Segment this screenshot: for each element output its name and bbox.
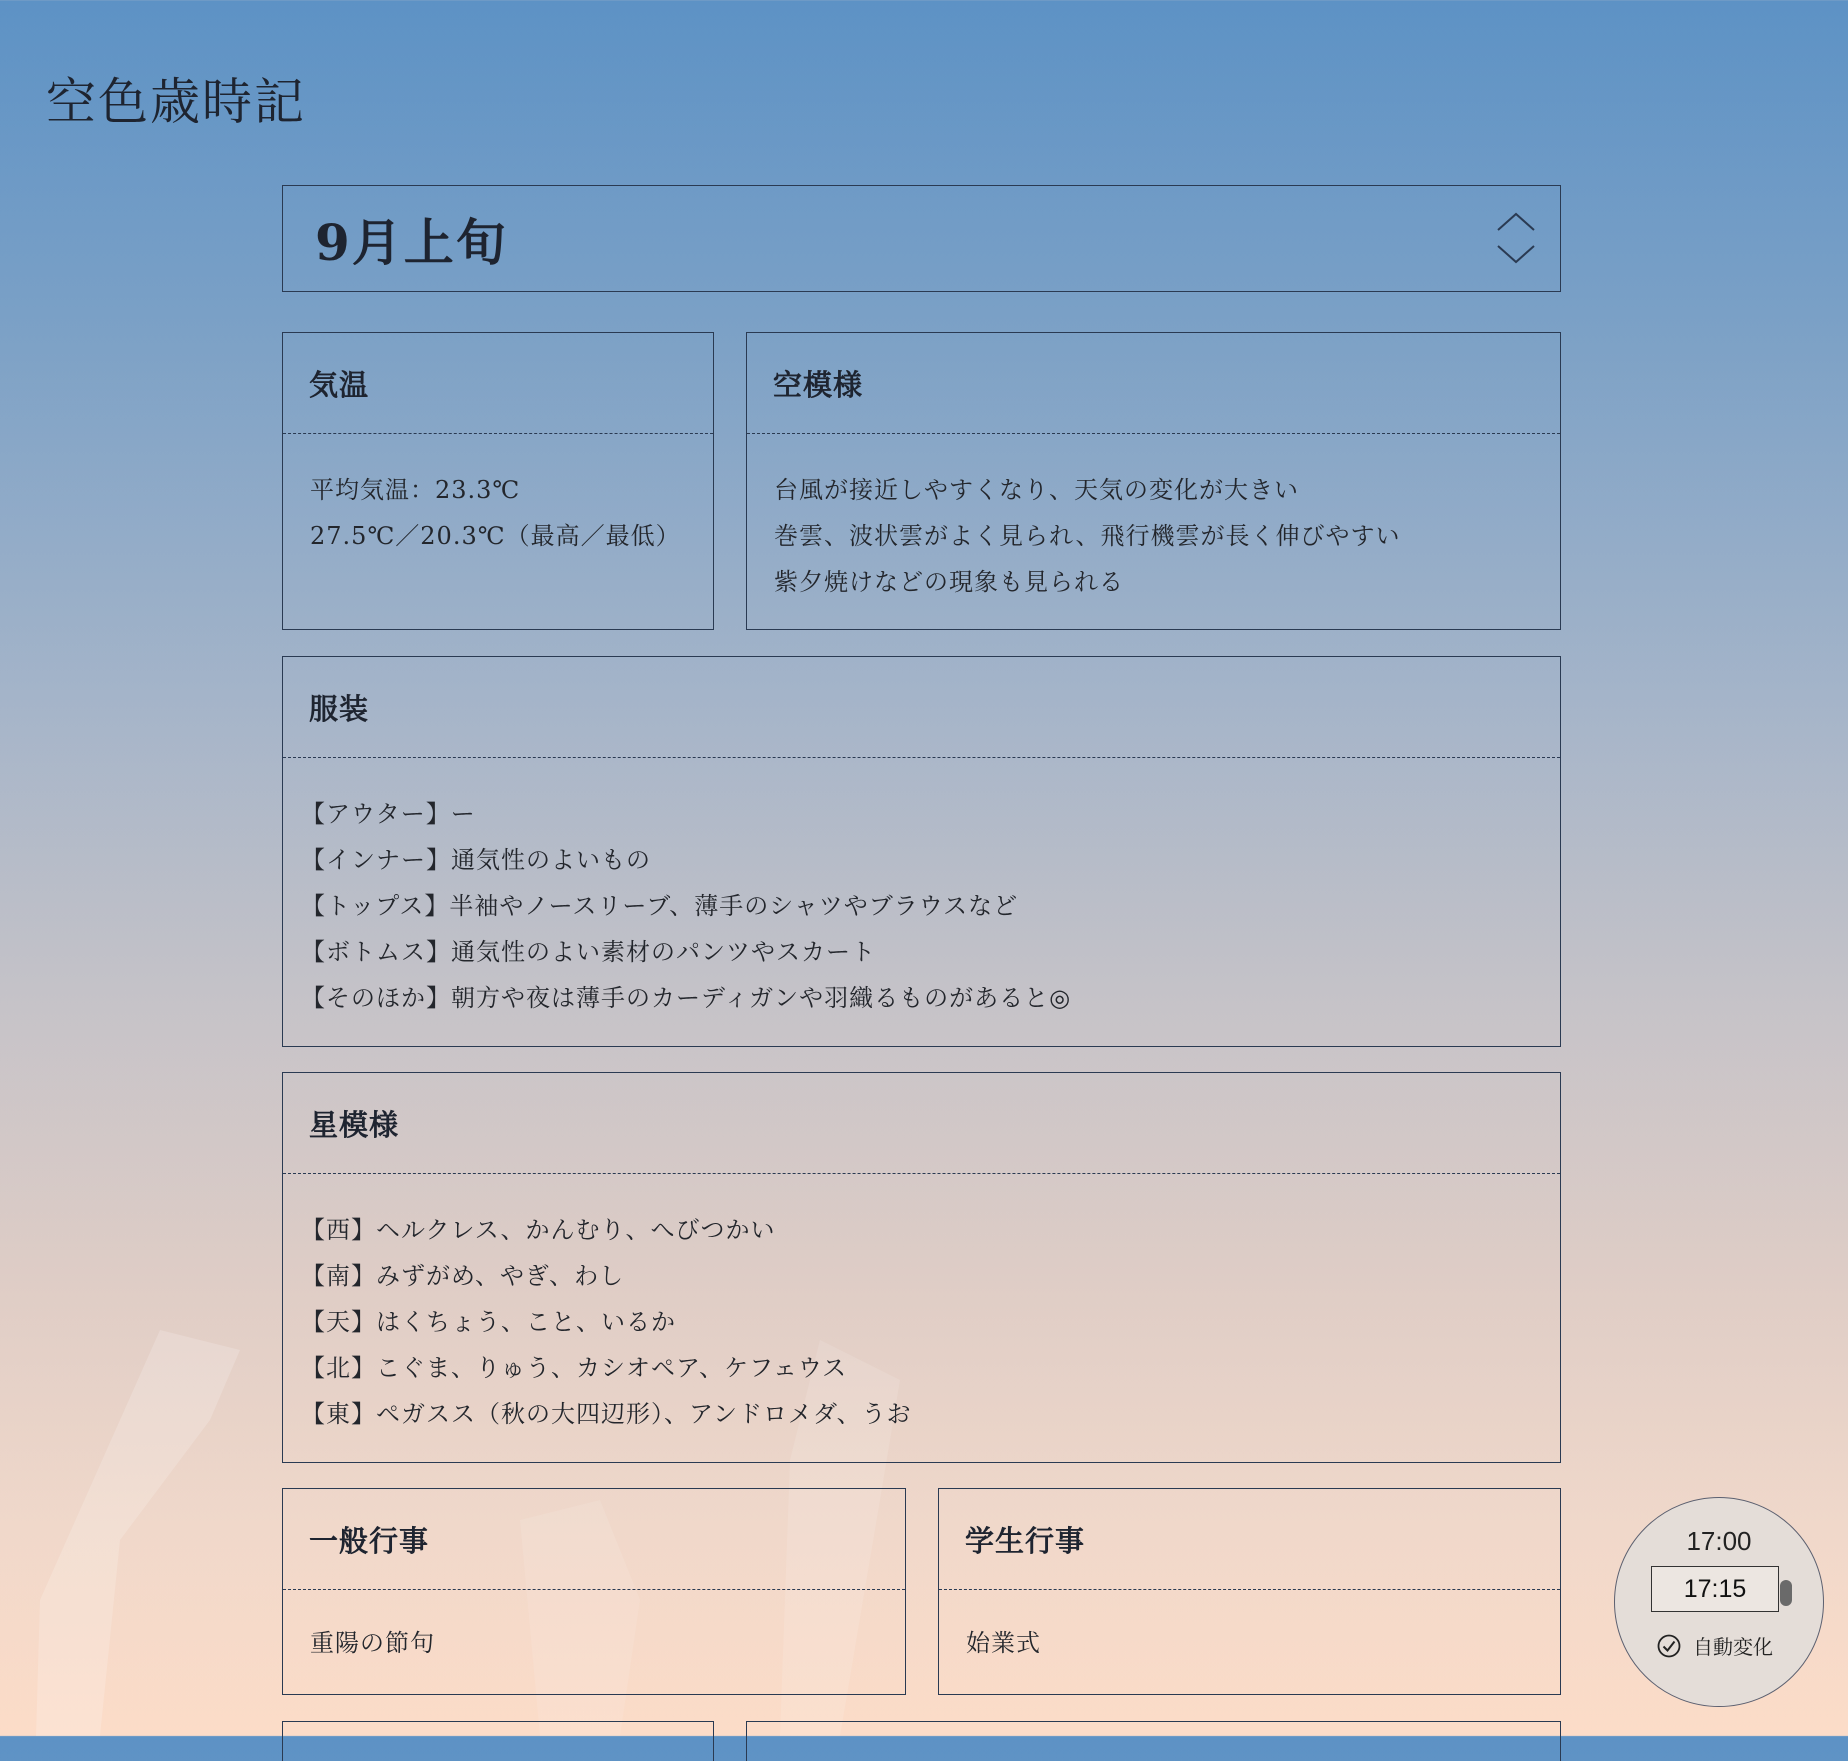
clothing-card [282,656,1561,1047]
card-body [283,1174,1560,1437]
sky-card [746,332,1561,630]
auto-change-toggle[interactable] [1657,1631,1773,1660]
previous-time-option[interactable]: 17:00 [1686,1526,1752,1556]
card-body [283,758,1560,1021]
stars-card [282,1072,1561,1463]
card-body [747,434,1560,605]
scrollbar-thumb[interactable] [1780,1580,1792,1606]
card-line: 【トップス】半袖やノースリーブ、薄手のシャツやブラウスなど [301,892,1019,920]
card-line: 【そのほか】朝方や夜は薄手のカーディガンや羽織るものがあると◎ [301,984,1072,1012]
student-events-card [938,1488,1561,1695]
card-line: 【アウター】ー [301,800,476,828]
card-line: 【東】ペガスス（秋の大四辺形）、アンドロメダ、うお [301,1400,912,1428]
card-line: 【北】こぐま、りゅう、カシオペア、ケフェウス [301,1354,848,1382]
time-input[interactable] [1651,1566,1779,1612]
chevron-down-icon[interactable] [1494,238,1538,270]
card-line: 始業式 [966,1629,1041,1657]
period-selector [282,185,1561,292]
site-title: 空色歳時記 [46,73,306,131]
card-line: 【南】みずがめ、やぎ、わし [301,1262,625,1290]
chevron-up-icon[interactable] [1494,206,1538,238]
period-arrows [1494,206,1538,274]
card-line: 重陽の節句 [310,1629,435,1657]
card-line: 紫夕焼けなどの現象も見られる [774,568,1124,596]
card-line: 【天】はくちょう、こと、いるか [301,1308,676,1336]
card-heading: 星模様 [283,1073,1560,1174]
card-heading: 学生行事 [939,1489,1560,1590]
card-body [939,1590,1560,1666]
card-body [283,1590,905,1666]
card-line: 平均気温：23.3℃ [310,476,521,504]
time-widget [1614,1497,1824,1707]
partial-card-left [282,1721,714,1761]
auto-change-label: 自動変化 [1693,1635,1773,1659]
card-heading: 服装 [283,657,1560,758]
card-body [283,434,713,559]
general-events-card [282,1488,906,1695]
card-line: 27.5℃／20.3℃（最高／最低） [310,522,681,550]
card-line: 【ボトムス】通気性のよい素材のパンツやスカート [301,938,876,966]
card-line: 台風が接近しやすくなり、天気の変化が大きい [774,476,1299,504]
card-heading: 一般行事 [283,1489,905,1590]
card-line: 【西】ヘルクレス、かんむり、へびつかい [301,1216,776,1244]
checkbox-checked-icon[interactable] [1657,1634,1681,1658]
card-line: 巻雲、波状雲がよく見られ、飛行機雲が長く伸びやすい [774,522,1401,550]
period-label: 9月上旬 [315,212,508,272]
card-heading: 気温 [283,333,713,434]
card-heading: 空模様 [747,333,1560,434]
card-line: 【インナー】通気性のよいもの [301,846,651,874]
temperature-card [282,332,714,630]
partial-card-right [746,1721,1561,1761]
